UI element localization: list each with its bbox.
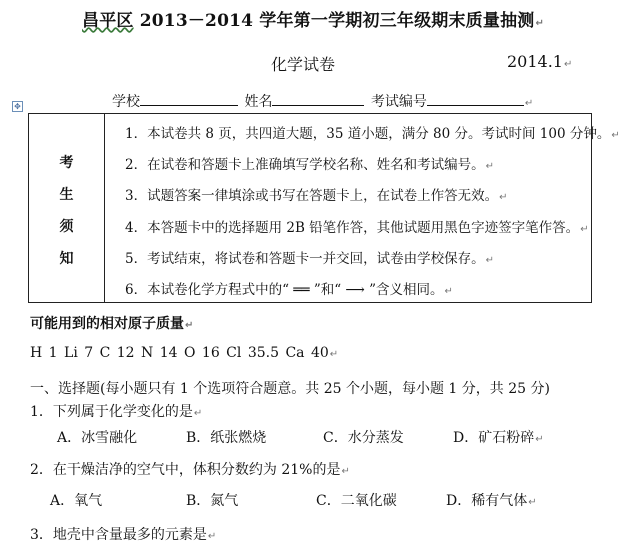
notice-item: 6．本试卷化学方程式中的“ ══ ”和“ ⟶ ”含义相同。↵ (125, 282, 453, 298)
paragraph-mark-icon: ↵ (524, 98, 534, 109)
school-blank[interactable] (140, 91, 238, 106)
paragraph-mark-icon: ↵ (563, 59, 573, 70)
exam-title (82, 6, 544, 31)
notice-item: 2．在试卷和答题卡上准确填写学校名称、姓名和考试编号。↵ (125, 157, 494, 173)
notice-head-char: 生 (59, 187, 74, 203)
question-option: D．矿石粉碎↵ (453, 430, 544, 446)
question-option: C．二氧化碳 (316, 493, 397, 509)
name-label: 姓名 (244, 94, 273, 110)
question-option: A．氧气 (50, 493, 103, 509)
section-heading: 一、选择题(每小题只有 1 个选项符合题意。共 25 个小题，每小题 1 分，共 25 分) (30, 381, 550, 397)
exam-subtitle: 化学试卷 (271, 55, 336, 74)
question-stem: 3．地壳中含量最多的元素是↵ (30, 527, 217, 543)
question-stem: 1．下列属于化学变化的是↵ (30, 404, 203, 420)
notice-head-char: 知 (59, 251, 74, 267)
question-option: C．水分蒸发 (323, 430, 404, 446)
exam-date: 2014.1↵ (507, 52, 573, 71)
notice-item: 1．本试卷共 8 页，共四道大题，35 道小题，满分 80 分。考试时间 100 分钟。↵ (125, 126, 620, 142)
notice-head-char: 须 (59, 219, 74, 235)
paragraph-mark-icon: ↵ (535, 18, 545, 29)
title-region: 昌平区 (82, 11, 134, 31)
notice-item: 3．试题答案一律填涂或书写在答题卡上，在试卷上作答无效。↵ (125, 188, 508, 204)
question-option: A．冰雪融化 (57, 430, 138, 446)
atomic-mass-values: H 1 Li 7 C 12 N 14 O 16 Cl 35.5 Ca 40↵ (30, 345, 339, 361)
notice-item: 5．考试结束，将试卷和答题卡一并交回，试卷由学校保存。↵ (125, 251, 494, 267)
table-move-handle-icon[interactable]: ✥ (12, 101, 23, 112)
question-option: D．稀有气体↵ (446, 493, 537, 509)
exam-number-blank[interactable] (427, 91, 524, 106)
notice-column-divider (104, 114, 105, 302)
notice-item: 4．本答题卡中的选择题用 2B 铅笔作答，其他试题用黑色字迹签字笔作答。↵ (125, 220, 589, 236)
atomic-mass-heading: 可能用到的相对原子质量↵ (30, 316, 194, 332)
exam-notice-table (28, 113, 620, 303)
question-option: B．纸张燃烧 (186, 430, 267, 446)
name-blank[interactable] (272, 91, 364, 106)
school-label: 学校 (112, 94, 140, 110)
student-info-line (112, 91, 533, 111)
question-option: B．氮气 (186, 493, 239, 509)
question-stem: 2．在干燥洁净的空气中，体积分数约为 21%的是↵ (30, 462, 350, 478)
title-text: 2013－2014 学年第一学期初三年级期末质量抽测 (133, 11, 535, 31)
exam-number-label: 考试编号 (370, 94, 427, 110)
notice-head-char: 考 (59, 155, 74, 171)
